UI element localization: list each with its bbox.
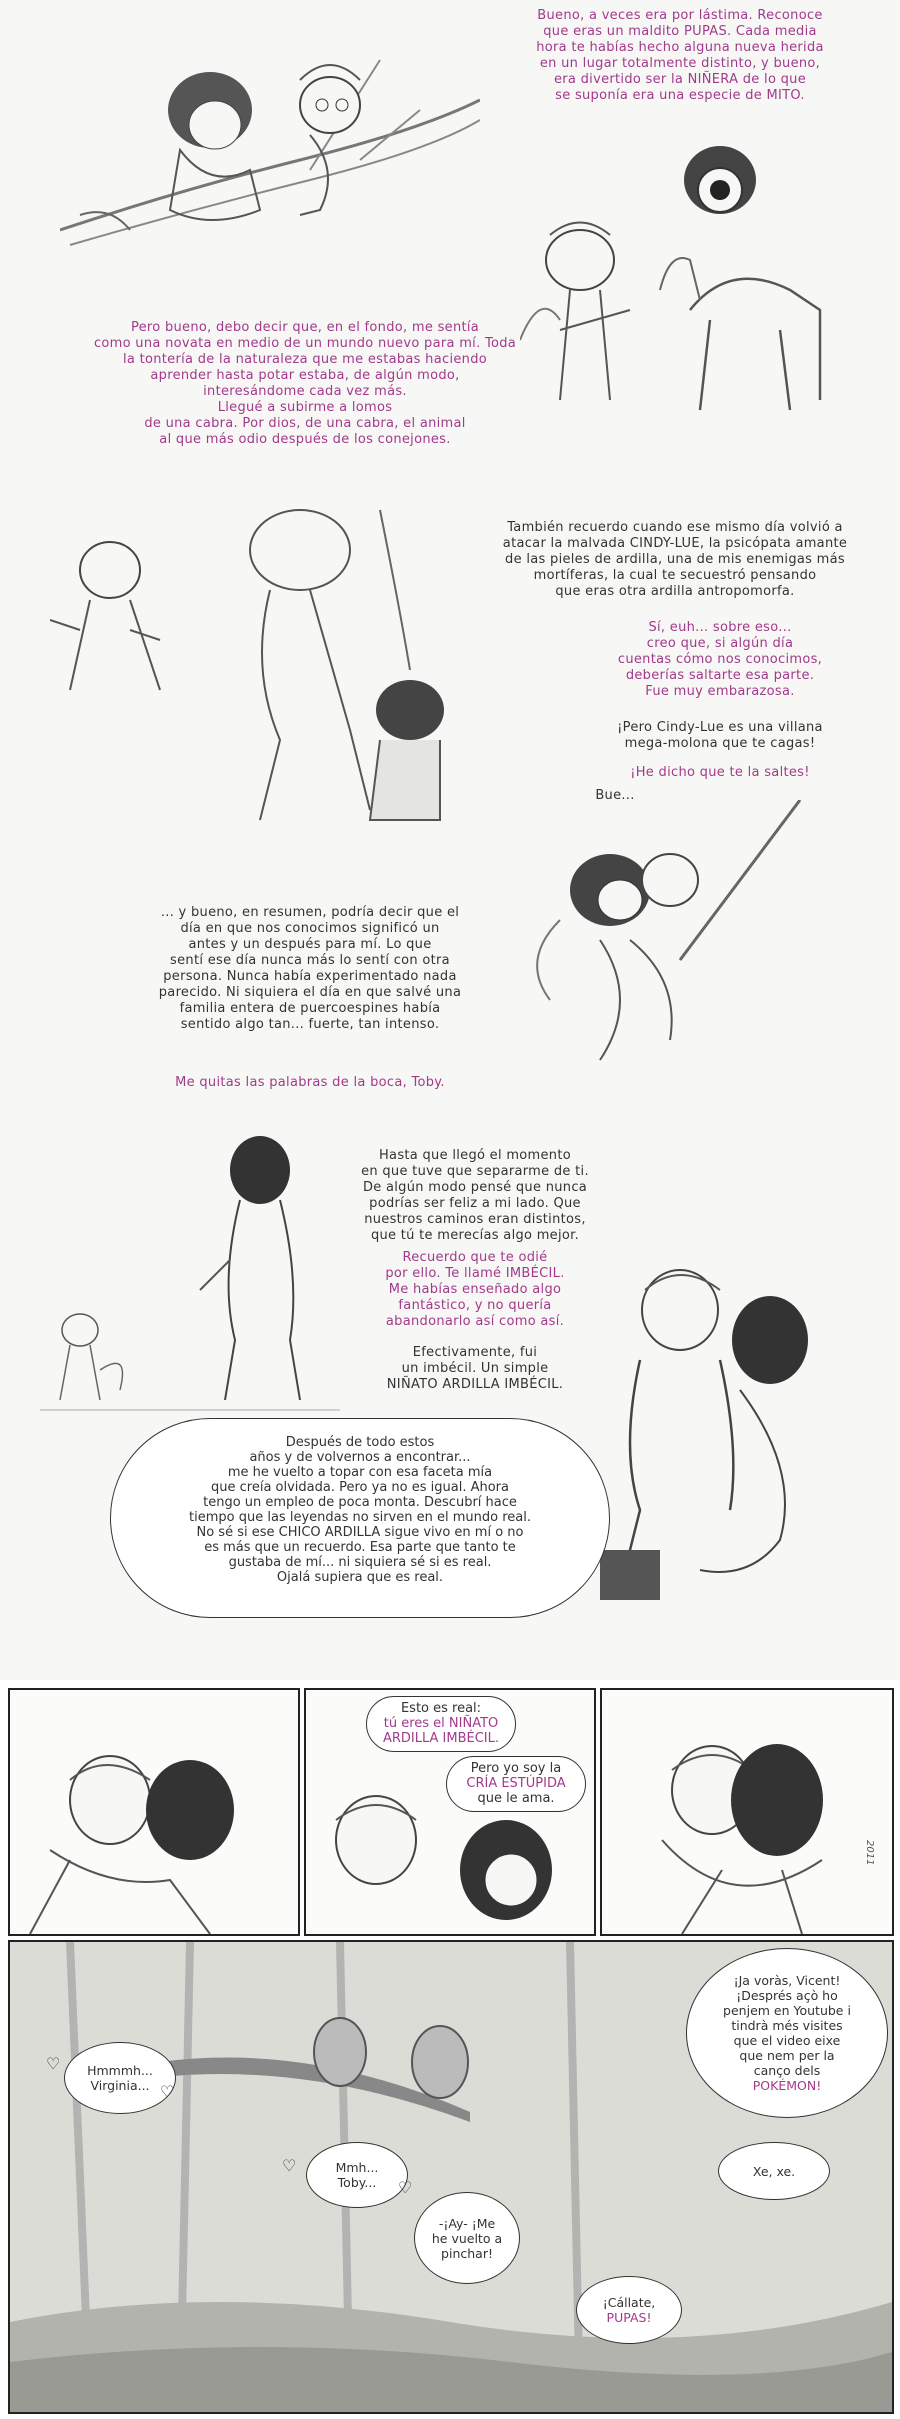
speech-bubble-real: Esto es real: tú eres el NIÑATO ARDILLA IMBÉCIL. [366, 1696, 516, 1752]
fight-scene-illustration [50, 490, 490, 850]
branch-scene-illustration [60, 40, 480, 280]
panel-kiss-3 [600, 1688, 894, 1936]
caption-summary-reply: Me quitas las palabras de la boca, Toby. [175, 1075, 445, 1090]
caption-skip-line: ¡He dicho que te la saltes! [630, 765, 810, 780]
separation-illustration [40, 1130, 340, 1420]
speech-bubble-ay: -¡Ay- ¡Me he vuelto a pinchar! [414, 2192, 520, 2284]
caption-cindy-reply: Sí, euh... sobre eso... creo que, si algún día cuentas cómo nos conocimos, deberías saltarte esa parte. Fue muy embarazosa. [617, 620, 823, 699]
caption-goat: Pero bueno, debo decir que, en el fondo, me sentía como una novata en medio de un mundo nuevo para mí. Toda la tontería de la naturaleza que me estabas haciendo aprender hasta potar estaba, de algún modo, interesándome cada vez más. Llegué a subirme a lomos de una cabra. Por dios, de una cabra, el animal al que más odio después de los conejones. [93, 320, 517, 447]
caption-imbecil: Efectivamente, fui un imbécil. Un simple NIÑATO ARDILLA IMBÉCIL. [386, 1345, 564, 1392]
caption-summary: ... y bueno, en resumen, podría decir que el día en que nos conocimos significó un antes y un después para mí. Lo que sentí ese día nunca más lo sentí con otra persona. Nunca había experimentado nada parecido. Ni siquiera el día en que salvé una familia entera de puercoespines había sentido algo tan... fuerte, tan intenso. [158, 905, 462, 1032]
panel-kiss-2 [304, 1688, 596, 1936]
panel-kiss-1 [8, 1688, 300, 1936]
kiss-1-illustration [10, 1690, 298, 1934]
caption-separate: Hasta que llegó el momento en que tuve que separarme de ti. De algún modo pensé que nunca podrías ser feliz a mi lado. Que nuestros caminos eran distintos, que tú te merecías algo mejor. [361, 1148, 589, 1243]
speech-bubble-ja-voras: ¡Ja voràs, Vicent! ¡Després açò ho penjem en Youtube i tindrà més visites que el video eixe que nem per la canço dels POKÉMON! [686, 1948, 888, 2118]
kiss-3-illustration [602, 1690, 892, 1934]
couple-sitting-illustration [580, 1250, 880, 1630]
speech-bubble-xe-xe: Xe, xe. [718, 2142, 830, 2200]
caption-hated: Recuerdo que te odié por ello. Te llamé IMBÉCIL. Me habías enseñado algo fantástico, y no quería abandonarlo así como así. [385, 1250, 565, 1329]
caption-bue: Bue... [595, 788, 635, 803]
speech-bubble-hmm-virginia: Hmmmh... Virginia... [64, 2042, 176, 2114]
artist-signature: 2011 [864, 1840, 875, 1866]
speech-bubble-years: Después de todo estos años y de volvernos a encontrar... me he vuelto a topar con esa faceta mía que creía olvidada. Pero ya no es igual. Ahora tengo un empleo de poca monta. Descubrí hace tiempo que las leyendas no sirven en el mundo real. No sé si ese CHICO ARDILLA sigue vivo en mí o no es más que un recuerdo. Esa parte que tanto te gustaba de mí... ni siquiera sé si es real. Ojalá supiera que es real. [110, 1418, 610, 1618]
heart-icon: ♡ [282, 2156, 297, 2175]
goat-scene-illustration [520, 140, 880, 430]
speech-bubble-mmh-toby: Mmh... Toby... [306, 2142, 408, 2208]
speech-bubble-callate: ¡Cállate, PUPAS! [576, 2276, 682, 2344]
rope-swing-illustration [520, 800, 840, 1100]
caption-cindy: También recuerdo cuando ese mismo día volvió a atacar la malvada CINDY-LUE, la psicópata amante de las pieles de ardilla, una de mis enemigas más mortíferas, la cual te secuestró pensando que eras otra ardilla antropomorfa. [502, 520, 848, 599]
heart-icon: ♡ [160, 2082, 175, 2101]
panel-forest [8, 1940, 894, 2414]
heart-icon: ♡ [46, 2054, 61, 2073]
speech-bubble-cria: Pero yo soy la CRÍA ESTÚPIDA que le ama. [446, 1756, 586, 1812]
caption-top: Bueno, a veces era por lástima. Reconoce que eras un maldito PUPAS. Cada media hora te habías hecho alguna nueva herida en un lugar totalmente distinto, y bueno, era divertido ser la NIÑERA de lo que se suponía era una especie de MITO. [536, 8, 824, 103]
heart-icon: ♡ [398, 2178, 413, 2197]
caption-cindy-line: ¡Pero Cindy-Lue es una villana mega-molona que te cagas! [617, 720, 823, 751]
